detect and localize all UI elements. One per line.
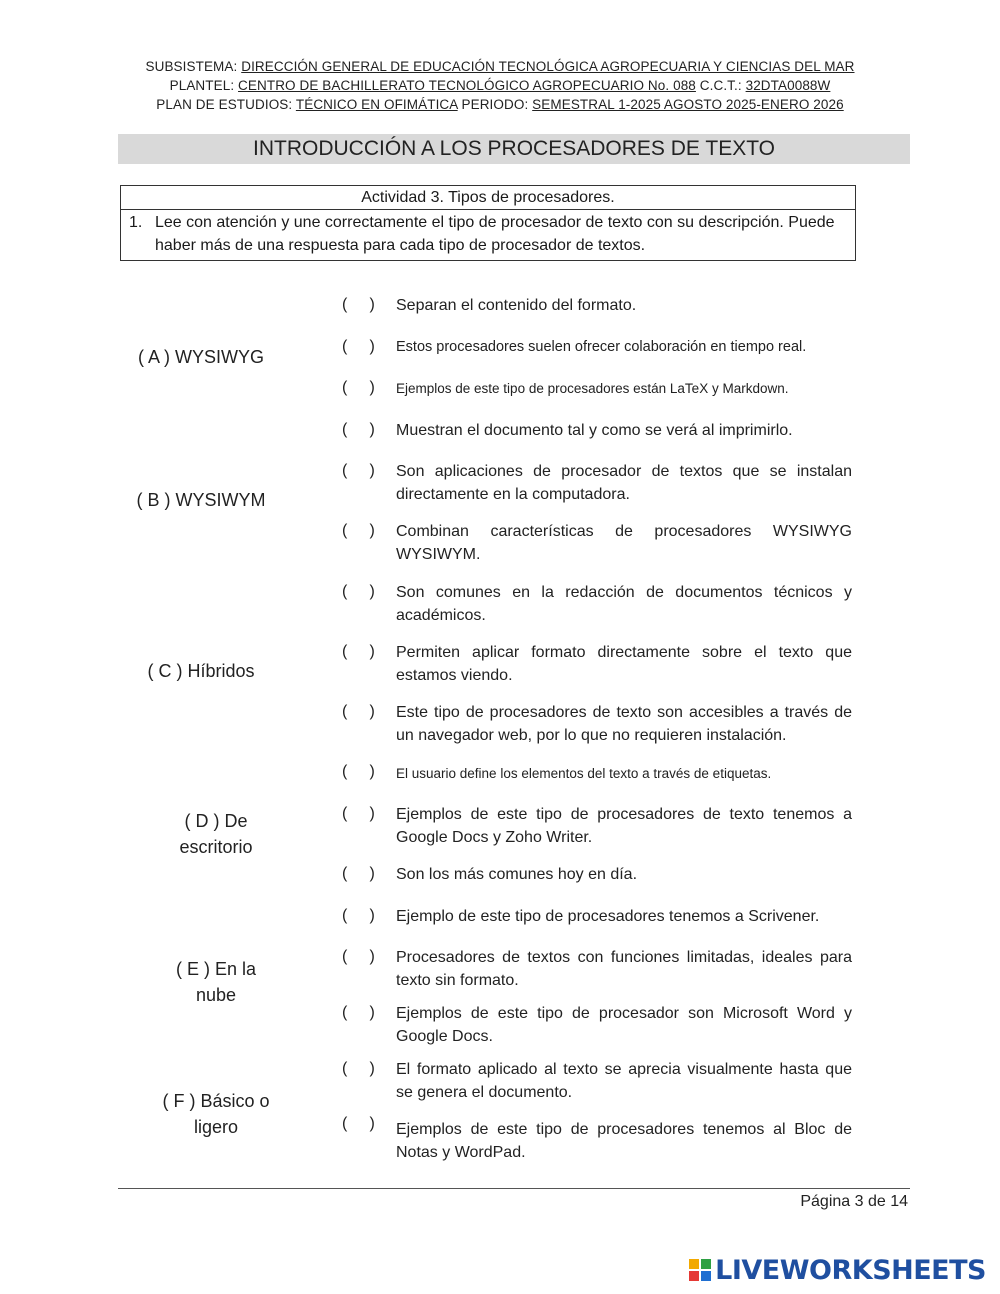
answer-blank[interactable]: ( ) [342, 462, 375, 479]
statement: El usuario define los elementos del texto a través de etiquetas. [396, 766, 772, 781]
answer-blank[interactable]: ( ) [342, 379, 375, 396]
logo-text: LIVEWORKSHEETS [715, 1254, 986, 1286]
option-d [131, 808, 301, 860]
activity-box [120, 185, 856, 261]
liveworksheets-logo [689, 1252, 986, 1288]
answer-blank[interactable]: ( ) [342, 522, 375, 539]
page-number: Página 3 de 14 [800, 1193, 908, 1210]
option-f [131, 1088, 301, 1140]
statement: El formato aplicado al texto se aprecia visualmente hasta que se genera el documento. [396, 1061, 852, 1101]
statement: Son aplicaciones de procesador de textos que se instalan directamente en la computadora. [396, 463, 852, 503]
option-c [116, 658, 286, 684]
answer-blank[interactable]: ( ) [342, 907, 375, 924]
statement: Ejemplos de este tipo de procesador son Microsoft Word y Google Docs. [396, 1005, 852, 1045]
statement: Ejemplos de este tipo de procesadores están LaTeX y Markdown. [396, 381, 789, 396]
option-f-label-line2: ligero [193, 1117, 239, 1137]
statement: Este tipo de procesadores de texto son accesibles a través de un navegador web, por lo que no requieren instalación. [396, 704, 852, 744]
answer-blank[interactable]: ( ) [342, 1060, 375, 1077]
activity-heading: Actividad 3. Tipos de procesadores. [121, 186, 855, 210]
answer-blank[interactable]: ( ) [342, 1115, 375, 1132]
answer-blank[interactable]: ( ) [342, 421, 375, 438]
statement: Ejemplos de este tipo de procesadores de texto tenemos a Google Docs y Zoho Writer. [396, 806, 852, 846]
statement: Ejemplo de este tipo de procesadores tenemos a Scrivener. [396, 908, 820, 925]
footer-divider [118, 1188, 910, 1189]
subsistema-value: DIRECCIÓN GENERAL DE EDUCACIÓN TECNOLÓGICA AGROPECUARIA Y CIENCIAS DEL MAR [241, 59, 855, 74]
option-b-label: ( B ) WYSIWYM [136, 490, 266, 510]
option-f-label-line1: ( F ) Básico o [162, 1091, 270, 1111]
periodo-label: PERIODO: [461, 97, 529, 112]
statement: Separan el contenido del formato. [396, 297, 637, 314]
option-a-label: ( A ) WYSIWYG [137, 347, 264, 367]
page-title: INTRODUCCIÓN A LOS PROCESADORES DE TEXTO [118, 134, 910, 164]
option-d-label-line2: escritorio [179, 837, 253, 857]
answer-blank[interactable]: ( ) [342, 296, 375, 313]
answer-blank[interactable]: ( ) [342, 338, 375, 355]
logo-square [689, 1259, 699, 1269]
statement: Muestran el documento tal y como se verá al imprimirlo. [396, 422, 793, 439]
option-e [131, 956, 301, 1008]
statement: Ejemplos de este tipo de procesadores tenemos al Bloc de Notas y WordPad. [396, 1121, 852, 1161]
statement: Procesadores de textos con funciones limitadas, ideales para texto sin formato. [396, 949, 852, 989]
statement: Son los más comunes hoy en día. [396, 866, 638, 883]
answer-blank[interactable]: ( ) [342, 1004, 375, 1021]
option-a [116, 344, 286, 370]
instruction-text: Lee con atención y une correctamente el tipo de procesador de texto con su descripción. Puede haber más de una respuesta para cada tipo de procesador de textos. [155, 214, 835, 254]
instruction-number: 1. [129, 214, 143, 231]
statement: Estos procesadores suelen ofrecer colaboración en tiempo real. [396, 339, 807, 355]
header-line-plan [0, 97, 1000, 112]
answer-blank[interactable]: ( ) [342, 703, 375, 720]
option-e-label-line2: nube [195, 985, 237, 1005]
plan-value: TÉCNICO EN OFIMÁTICA [295, 97, 458, 112]
answer-blank[interactable]: ( ) [342, 643, 375, 660]
answer-blank[interactable]: ( ) [342, 763, 375, 780]
plantel-label: PLANTEL: [169, 78, 235, 93]
statement: Permiten aplicar formato directamente sobre el texto que estamos viendo. [396, 644, 852, 684]
plantel-value: CENTRO DE BACHILLERATO TECNOLÓGICO AGROPECUARIO No. 088 [238, 78, 696, 93]
option-b [116, 487, 286, 513]
logo-square [689, 1271, 699, 1281]
cct-value: 32DTA0088W [745, 78, 831, 93]
header-line-subsistema [0, 59, 1000, 74]
logo-square [701, 1271, 711, 1281]
header-line-plantel [0, 78, 1000, 93]
logo-mark-icon [689, 1259, 711, 1281]
answer-blank[interactable]: ( ) [342, 865, 375, 882]
option-c-label: ( C ) Híbridos [147, 661, 255, 681]
cct-label: C.C.T.: [699, 78, 742, 93]
plan-label: PLAN DE ESTUDIOS: [156, 97, 293, 112]
answer-blank[interactable]: ( ) [342, 948, 375, 965]
activity-instruction-block [121, 210, 855, 257]
subsistema-label: SUBSISTEMA: [145, 59, 238, 74]
statement: Son comunes en la redacción de documentos técnicos y académicos. [396, 584, 852, 624]
statement: Combinan características de procesadores WYSIWYG WYSIWYM. [396, 523, 852, 563]
periodo-value: SEMESTRAL 1-2025 AGOSTO 2025-ENERO 2026 [532, 97, 844, 112]
logo-square [701, 1259, 711, 1269]
option-d-label-line1: ( D ) De [184, 811, 248, 831]
answer-blank[interactable]: ( ) [342, 583, 375, 600]
option-e-label-line1: ( E ) En la [175, 959, 257, 979]
answer-blank[interactable]: ( ) [342, 805, 375, 822]
